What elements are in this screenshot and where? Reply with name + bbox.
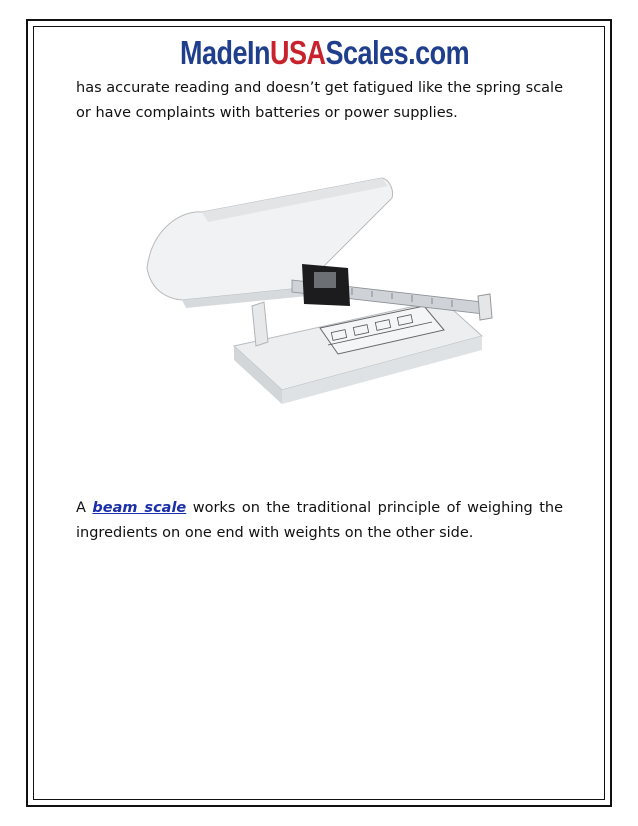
paragraph-beam-scale-prefix: A <box>76 500 93 516</box>
baby-scale-photo <box>142 168 498 426</box>
logo-scales-text: Scales.com <box>325 34 470 72</box>
logo-madein-text: MadeIn <box>180 34 271 72</box>
logo-usa-text: USA <box>270 34 326 72</box>
beam-scale-link[interactable]: beam scale <box>92 500 187 516</box>
paragraph-beam-scale-suffix: works on the traditional principle of weighing the ingredients on one end with weights on the other side. <box>76 500 563 541</box>
paragraph-accurate-reading: has accurate reading and doesn’t get fatigued like the spring scale or have complaints with batteries or power supplies. <box>76 80 563 121</box>
paragraph-beam-scale <box>76 496 563 546</box>
